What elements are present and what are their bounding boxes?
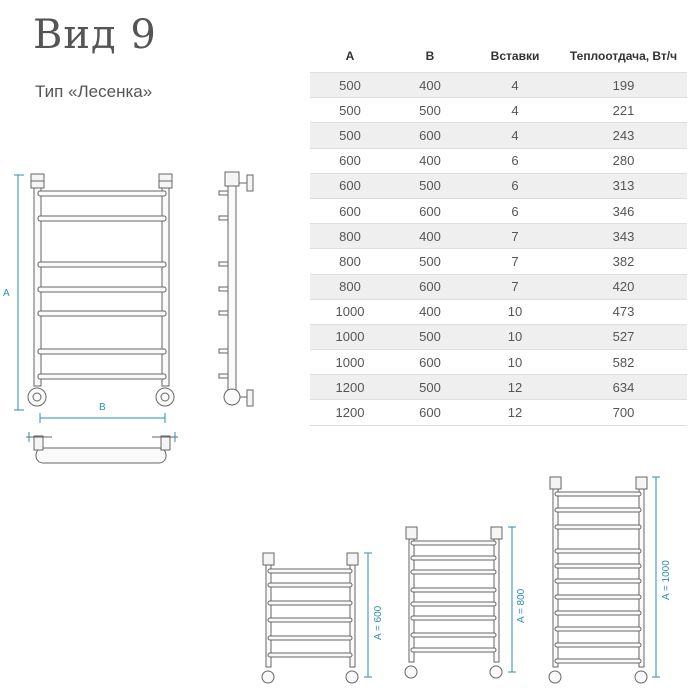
cell-a: 500 — [310, 98, 390, 123]
cell-a: 500 — [310, 123, 390, 148]
cell-heat-output: 346 — [560, 198, 687, 223]
cell-inserts: 10 — [470, 350, 560, 375]
cell-heat-output: 243 — [560, 123, 687, 148]
front-view-drawing — [14, 174, 174, 423]
top-view-drawing — [26, 432, 178, 463]
rung — [38, 191, 166, 196]
rung — [38, 262, 166, 267]
cell-inserts: 7 — [470, 249, 560, 274]
cell-inserts: 4 — [470, 73, 560, 98]
cell-b: 500 — [390, 98, 470, 123]
cell-inserts: 6 — [470, 148, 560, 173]
dimension-b-label: B — [99, 402, 106, 413]
towel-rail-variant — [262, 553, 372, 683]
cell-heat-output: 280 — [560, 148, 687, 173]
cell-a: 1000 — [310, 324, 390, 349]
dimension-a-label: A — [3, 288, 10, 299]
size-label-800: A = 800 — [516, 588, 527, 623]
cell-b: 500 — [390, 249, 470, 274]
cell-b: 500 — [390, 173, 470, 198]
cell-b: 400 — [390, 224, 470, 249]
cell-inserts: 10 — [470, 324, 560, 349]
size-label-600: A = 600 — [373, 605, 384, 640]
rung — [38, 287, 166, 292]
rung — [38, 216, 166, 221]
cell-b: 600 — [390, 123, 470, 148]
cell-heat-output: 582 — [560, 350, 687, 375]
cell-b: 400 — [390, 299, 470, 324]
cell-heat-output: 313 — [560, 173, 687, 198]
cell-a: 600 — [310, 198, 390, 223]
cell-a: 800 — [310, 274, 390, 299]
cell-a: 1000 — [310, 350, 390, 375]
cell-heat-output: 382 — [560, 249, 687, 274]
page-title: Вид 9 — [33, 12, 157, 58]
size-label-1000: A = 1000 — [661, 560, 672, 600]
towel-rail-variant — [549, 477, 660, 683]
cell-heat-output: 420 — [560, 274, 687, 299]
cell-a: 1000 — [310, 299, 390, 324]
cell-inserts: 7 — [470, 274, 560, 299]
cell-heat-output: 343 — [560, 224, 687, 249]
towel-rail-variant — [405, 527, 516, 678]
cell-inserts: 12 — [470, 400, 560, 425]
cell-inserts: 10 — [470, 299, 560, 324]
cell-a: 600 — [310, 173, 390, 198]
cell-a: 800 — [310, 249, 390, 274]
cell-a: 1200 — [310, 375, 390, 400]
cell-heat-output: 473 — [560, 299, 687, 324]
cell-heat-output: 700 — [560, 400, 687, 425]
cell-inserts: 4 — [470, 123, 560, 148]
cell-b: 600 — [390, 350, 470, 375]
col-header-a: A — [345, 49, 355, 63]
cell-b: 600 — [390, 274, 470, 299]
cell-heat-output: 221 — [560, 98, 687, 123]
cell-heat-output: 527 — [560, 324, 687, 349]
cell-heat-output: 199 — [560, 73, 687, 98]
cell-b: 500 — [390, 375, 470, 400]
col-header-b: B — [425, 49, 435, 63]
col-header-inserts: Вставки — [490, 49, 540, 63]
cell-b: 400 — [390, 73, 470, 98]
cell-a: 500 — [310, 73, 390, 98]
cell-inserts: 6 — [470, 198, 560, 223]
size-variants — [262, 477, 660, 683]
cell-inserts: 12 — [470, 375, 560, 400]
cell-inserts: 6 — [470, 173, 560, 198]
cell-heat-output: 634 — [560, 375, 687, 400]
cell-b: 600 — [390, 400, 470, 425]
cell-b: 600 — [390, 198, 470, 223]
rung — [38, 311, 166, 316]
cell-a: 600 — [310, 148, 390, 173]
page-subtitle: Тип «Лесенка» — [35, 82, 153, 101]
cell-inserts: 7 — [470, 224, 560, 249]
rung — [38, 349, 166, 354]
side-view-drawing — [219, 172, 253, 406]
cell-a: 800 — [310, 224, 390, 249]
cell-inserts: 4 — [470, 98, 560, 123]
col-header-heat-output: Теплоотдача, Вт/ч — [569, 49, 678, 63]
cell-b: 500 — [390, 324, 470, 349]
rung — [38, 374, 166, 379]
cell-b: 400 — [390, 148, 470, 173]
cell-a: 1200 — [310, 400, 390, 425]
